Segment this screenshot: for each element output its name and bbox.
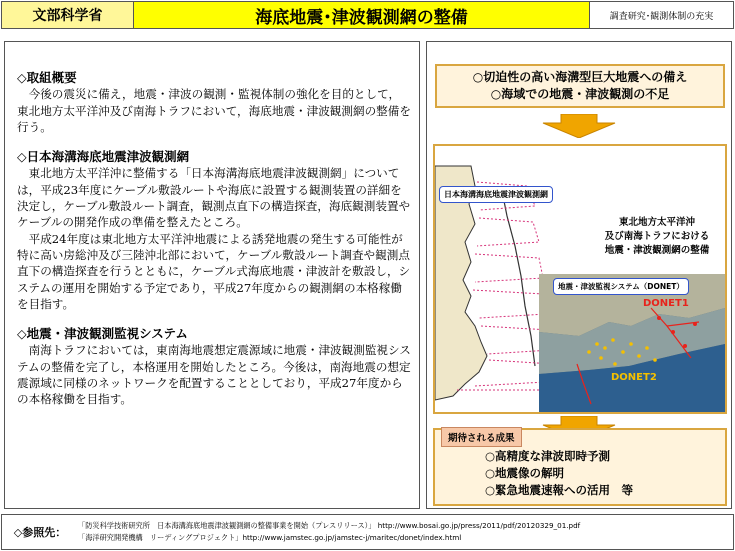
problem-line: ○切迫性の高い海溝型巨大地震への備え: [472, 70, 688, 84]
references-label: ◇参照先：: [13, 526, 67, 539]
map-caption: [587, 216, 727, 258]
problem-line: ○海域での地震・津波観測の不足: [490, 87, 670, 101]
map-caption-line: 地震・津波観測網の整備: [604, 245, 710, 256]
page-title: 海底地震･津波観測網の整備: [134, 2, 590, 28]
overview-panel: [4, 41, 420, 509]
section-paragraph: 今後の震災に備え，地震・津波の観測・監視体制の強化を目的として，東北地方太平洋沖及び南海トラフにおいて，海底地震・津波観測網の整備を行う。: [17, 87, 411, 134]
expected-results-box: [433, 428, 727, 506]
map-figure: [433, 144, 727, 414]
references-footer: [1, 514, 734, 550]
results-tag: 期待される成果: [441, 427, 522, 447]
section-paragraph: 東北地方太平洋沖に整備する「日本海溝海底地震津波観測網」については，平成23年度にケーブル敷設ルートや海底に設置する観測装置の詳細を決定し，ケーブル敷設ルート調査，観測点直下の構造探査，海底観測装置やケーブルの開発作成の準備を整えたところ。: [17, 166, 411, 230]
reference-link[interactable]: 「海洋研究開発機構 リーディングプロジェクト」http://www.jamstec.go.jp/jamstec-j/maritec/donet/index.html: [78, 533, 462, 542]
map-label-tag: 日本海溝海底地震津波観測網: [439, 186, 553, 203]
results-list: [485, 448, 633, 499]
reference-link[interactable]: 「防災科学技術研究所 日本海溝海底地震津波観測網の整備事業を開始（プレスリリース）」 http://www.bosai.go.jp/press/2011/pdf/20120329_01.pdf: [78, 521, 581, 530]
result-item: ○地震像の解明: [485, 466, 565, 480]
donet1-label: DONET1: [643, 298, 689, 309]
section-heading-donet: ◇地震・津波観測監視システム: [17, 326, 188, 342]
illustration-panel: [426, 41, 732, 509]
down-arrow-icon: [539, 114, 619, 138]
map-caption-line: 及び南海トラフにおける: [604, 231, 710, 242]
inset-label-tag: 地震・津波監視システム（DONET）: [553, 278, 689, 295]
section-heading-overview: ◇取組概要: [17, 70, 77, 85]
donet2-label: DONET2: [611, 372, 657, 383]
result-item: ○緊急地震速報への活用 等: [485, 483, 634, 497]
result-item: ○高精度な津波即時予測: [485, 449, 611, 463]
map-caption-line: 東北地方太平洋沖: [618, 217, 695, 228]
ministry-label: 文部科学省: [2, 2, 134, 28]
section-heading-japan-trench: ◇日本海溝海底地震津波観測網: [17, 149, 190, 165]
category-tag: 調査研究･観測体制の充実: [590, 2, 733, 28]
header-bar: [1, 1, 734, 29]
problem-box: [435, 64, 725, 108]
references-list: [78, 515, 733, 549]
section-paragraph: 南海トラフにおいては，東南海地震想定震源域に地震・津波観測監視システムの整備を完了し，本格運用を開始したところ。今後は，南海地震の想定震源域に同様のネットワークを配置することとしており，平成27年度からの本格稼働を目指す。: [17, 343, 411, 407]
section-paragraph: 平成24年度は東北地方太平洋沖地震による誘発地震の発生する可能性が特に高い房総沖及び三陸沖北部において，ケーブル敷設ルート調査や観測点直下の構造探査を行うとともに，ケーブル式海底地震・津波計を敷設し，システムの運用を開始する予定であり，平成27年度からの観測網の本格稼働を目指す。: [17, 231, 411, 311]
